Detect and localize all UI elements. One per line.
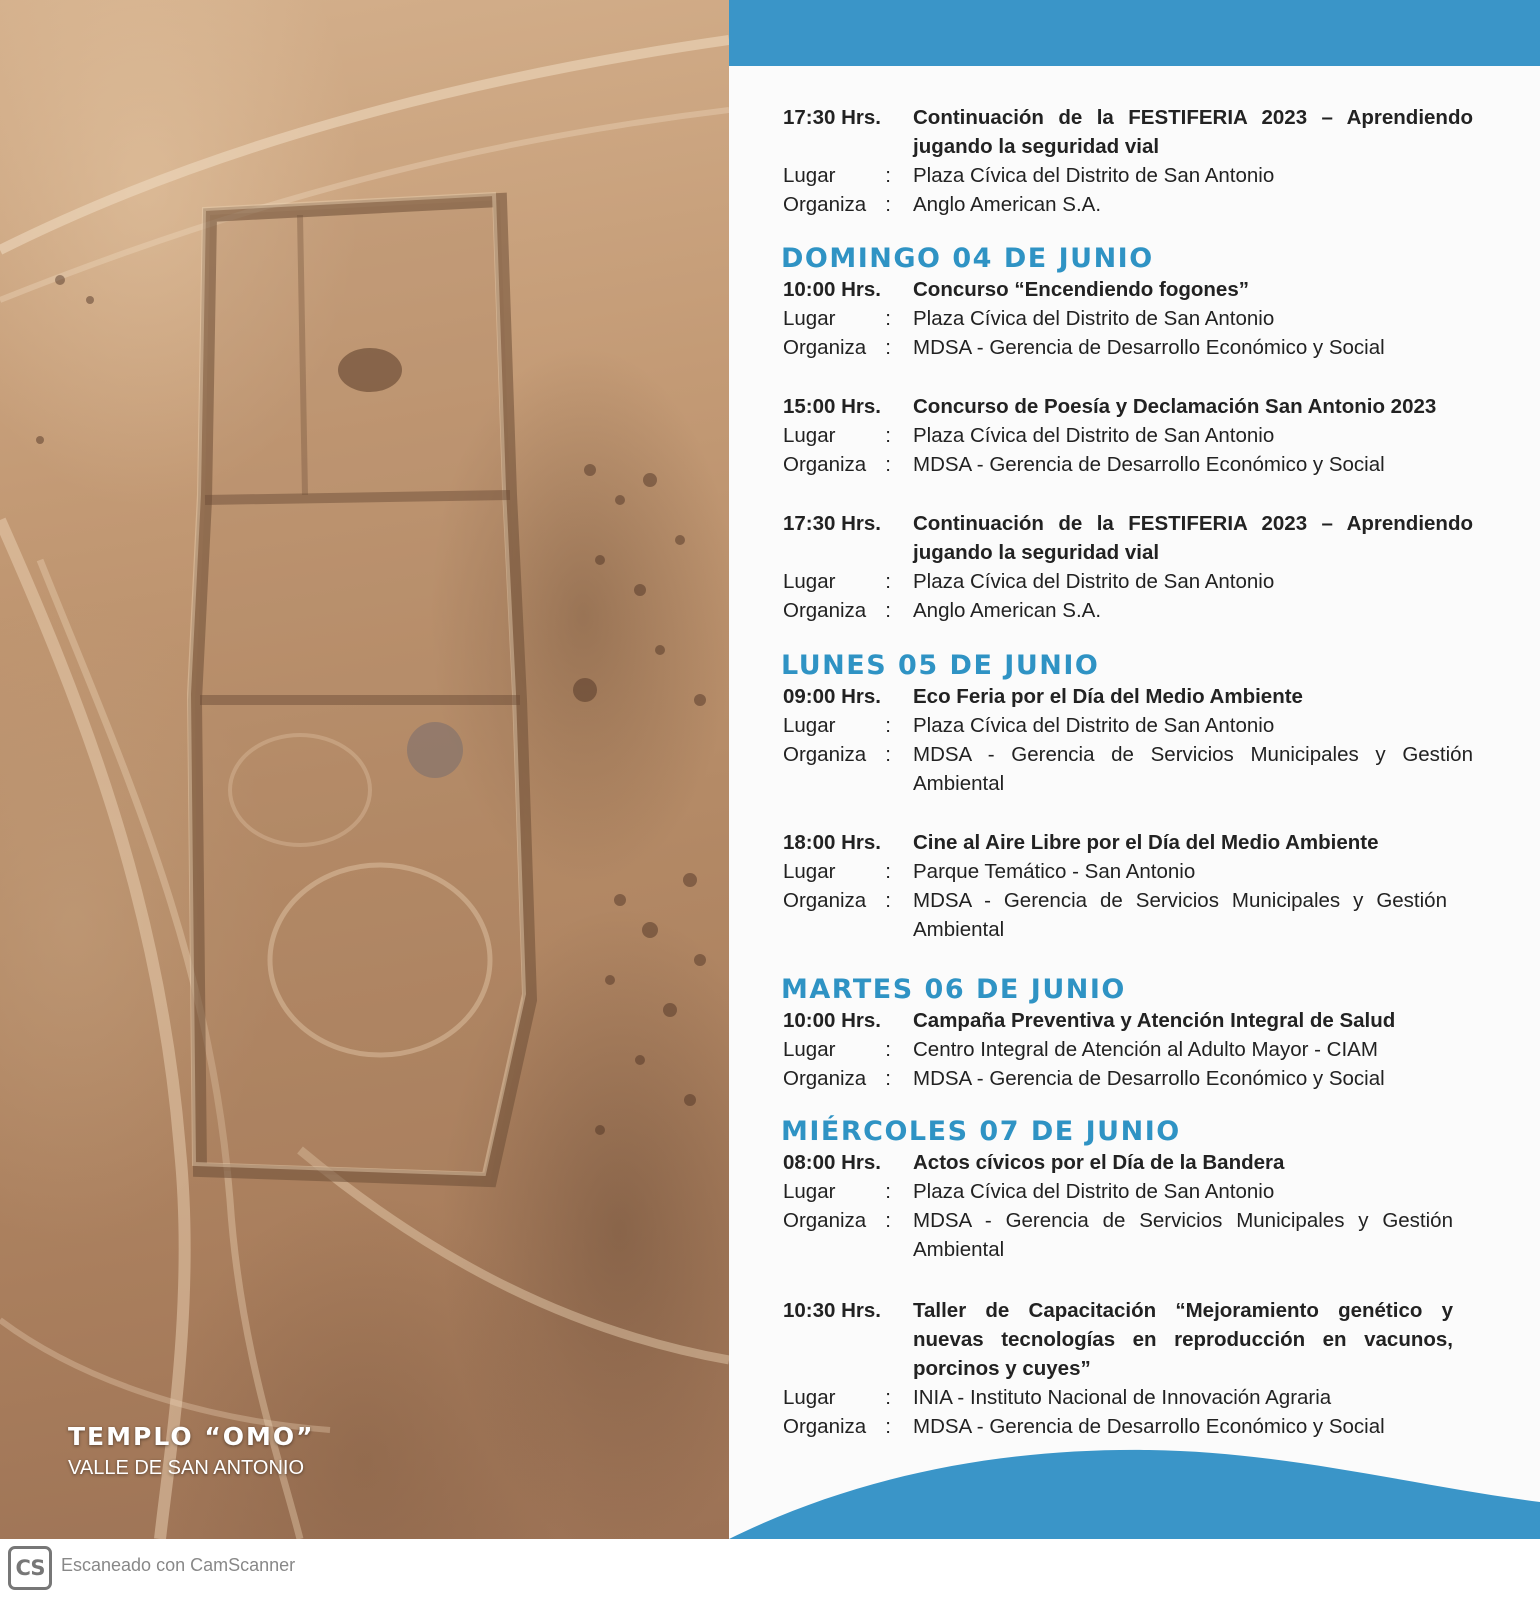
organiza-label: Organiza : bbox=[783, 743, 891, 766]
day-heading-domingo: DOMINGO 04 DE JUNIO bbox=[781, 243, 1154, 274]
organiza-label: Organiza : bbox=[783, 1067, 891, 1090]
event-block bbox=[783, 1296, 1453, 1441]
event-title: Actos cívicos por el Día de la Bandera bbox=[913, 1151, 1285, 1174]
event-lugar: Plaza Cívica del Distrito de San Antonio bbox=[913, 307, 1275, 330]
event-organiza: Anglo American S.A. bbox=[913, 193, 1102, 216]
organiza-label: Organiza : bbox=[783, 1415, 891, 1438]
lugar-label: Lugar : bbox=[783, 714, 891, 737]
event-lugar: INIA - Instituto Nacional de Innovación Agraria bbox=[913, 1386, 1332, 1409]
lugar-label: Lugar : bbox=[783, 424, 891, 447]
temple-ruins-illustration bbox=[0, 0, 729, 1539]
event-title: Campaña Preventiva y Atención Integral de Salud bbox=[913, 1009, 1396, 1032]
event-organiza: MDSA - Gerencia de Servicios Municipales y Gestión Ambiental bbox=[913, 743, 1473, 795]
event-time: 09:00 Hrs. bbox=[783, 685, 882, 708]
event-title: Concurso “Encendiendo fogones” bbox=[913, 278, 1249, 301]
event-block bbox=[783, 1148, 1453, 1264]
aerial-photo bbox=[0, 0, 729, 1539]
event-time: 10:00 Hrs. bbox=[783, 278, 882, 301]
event-time: 18:00 Hrs. bbox=[783, 831, 882, 854]
event-block bbox=[783, 682, 1473, 798]
lugar-label: Lugar : bbox=[783, 570, 891, 593]
lugar-label: Lugar : bbox=[783, 1180, 891, 1203]
event-block bbox=[783, 392, 1473, 479]
lugar-label: Lugar : bbox=[783, 1038, 891, 1061]
event-title: Continuación de la FESTIFERIA 2023 – Aprendiendo jugando la seguridad vial bbox=[913, 106, 1473, 158]
event-lugar: Plaza Cívica del Distrito de San Antonio bbox=[913, 570, 1275, 593]
organiza-label: Organiza : bbox=[783, 193, 891, 216]
event-time: 10:00 Hrs. bbox=[783, 1009, 882, 1032]
caption-subtitle: VALLE DE SAN ANTONIO bbox=[68, 1457, 305, 1479]
lugar-label: Lugar : bbox=[783, 164, 891, 187]
top-color-band bbox=[729, 0, 1540, 66]
event-lugar: Plaza Cívica del Distrito de San Antonio bbox=[913, 164, 1275, 187]
event-lugar: Parque Temático - San Antonio bbox=[913, 860, 1196, 883]
schedule-panel bbox=[729, 0, 1540, 1539]
event-organiza: MDSA - Gerencia de Servicios Municipales y Gestión Ambiental bbox=[913, 889, 1447, 941]
bottom-wave-decoration bbox=[729, 1440, 1540, 1539]
event-time: 17:30 Hrs. bbox=[783, 512, 882, 535]
organiza-label: Organiza : bbox=[783, 1209, 891, 1232]
camscanner-logo-icon: CS bbox=[8, 1546, 52, 1590]
event-time: 15:00 Hrs. bbox=[783, 395, 882, 418]
lugar-label: Lugar : bbox=[783, 1386, 891, 1409]
event-organiza: MDSA - Gerencia de Servicios Municipales y Gestión Ambiental bbox=[913, 1209, 1453, 1261]
event-title: Cine al Aire Libre por el Día del Medio Ambiente bbox=[913, 831, 1379, 854]
event-title: Eco Feria por el Día del Medio Ambiente bbox=[913, 685, 1303, 708]
event-block bbox=[783, 275, 1473, 362]
event-title: Continuación de la FESTIFERIA 2023 – Aprendiendo jugando la seguridad vial bbox=[913, 512, 1473, 564]
scanner-footer bbox=[0, 1539, 1540, 1599]
event-organiza: MDSA - Gerencia de Desarrollo Económico y Social bbox=[913, 453, 1385, 476]
organiza-label: Organiza : bbox=[783, 336, 891, 359]
event-time: 08:00 Hrs. bbox=[783, 1151, 882, 1174]
organiza-label: Organiza : bbox=[783, 889, 891, 912]
event-block bbox=[783, 1006, 1473, 1093]
event-title: Concurso de Poesía y Declamación San Antonio 2023 bbox=[913, 395, 1437, 418]
day-heading-martes: MARTES 06 DE JUNIO bbox=[781, 974, 1126, 1005]
event-time: 10:30 Hrs. bbox=[783, 1299, 882, 1322]
organiza-label: Organiza : bbox=[783, 599, 891, 622]
day-heading-miercoles: MIÉRCOLES 07 DE JUNIO bbox=[781, 1116, 1181, 1147]
scanner-watermark-text: Escaneado con CamScanner bbox=[61, 1555, 296, 1575]
lugar-label: Lugar : bbox=[783, 307, 891, 330]
event-lugar: Plaza Cívica del Distrito de San Antonio bbox=[913, 714, 1275, 737]
organiza-label: Organiza : bbox=[783, 453, 891, 476]
event-title: Taller de Capacitación “Mejoramiento genético y nuevas tecnologías en reproducción en vacunos, porcinos y cuyes” bbox=[913, 1299, 1453, 1380]
event-block bbox=[783, 103, 1473, 219]
event-lugar: Centro Integral de Atención al Adulto Mayor - CIAM bbox=[913, 1038, 1378, 1061]
lugar-label: Lugar : bbox=[783, 860, 891, 883]
event-lugar: Plaza Cívica del Distrito de San Antonio bbox=[913, 1180, 1275, 1203]
event-organiza: MDSA - Gerencia de Desarrollo Económico y Social bbox=[913, 1067, 1385, 1090]
event-organiza: MDSA - Gerencia de Desarrollo Económico y Social bbox=[913, 336, 1385, 359]
event-organiza: Anglo American S.A. bbox=[913, 599, 1102, 622]
event-block bbox=[783, 828, 1447, 944]
event-lugar: Plaza Cívica del Distrito de San Antonio bbox=[913, 424, 1275, 447]
event-block bbox=[783, 509, 1473, 625]
caption-title: TEMPLO “OMO” bbox=[68, 1422, 315, 1451]
event-organiza: MDSA - Gerencia de Desarrollo Económico y Social bbox=[913, 1415, 1385, 1438]
day-heading-lunes: LUNES 05 DE JUNIO bbox=[781, 650, 1100, 681]
event-time: 17:30 Hrs. bbox=[783, 106, 882, 129]
photo-caption bbox=[68, 1422, 315, 1480]
